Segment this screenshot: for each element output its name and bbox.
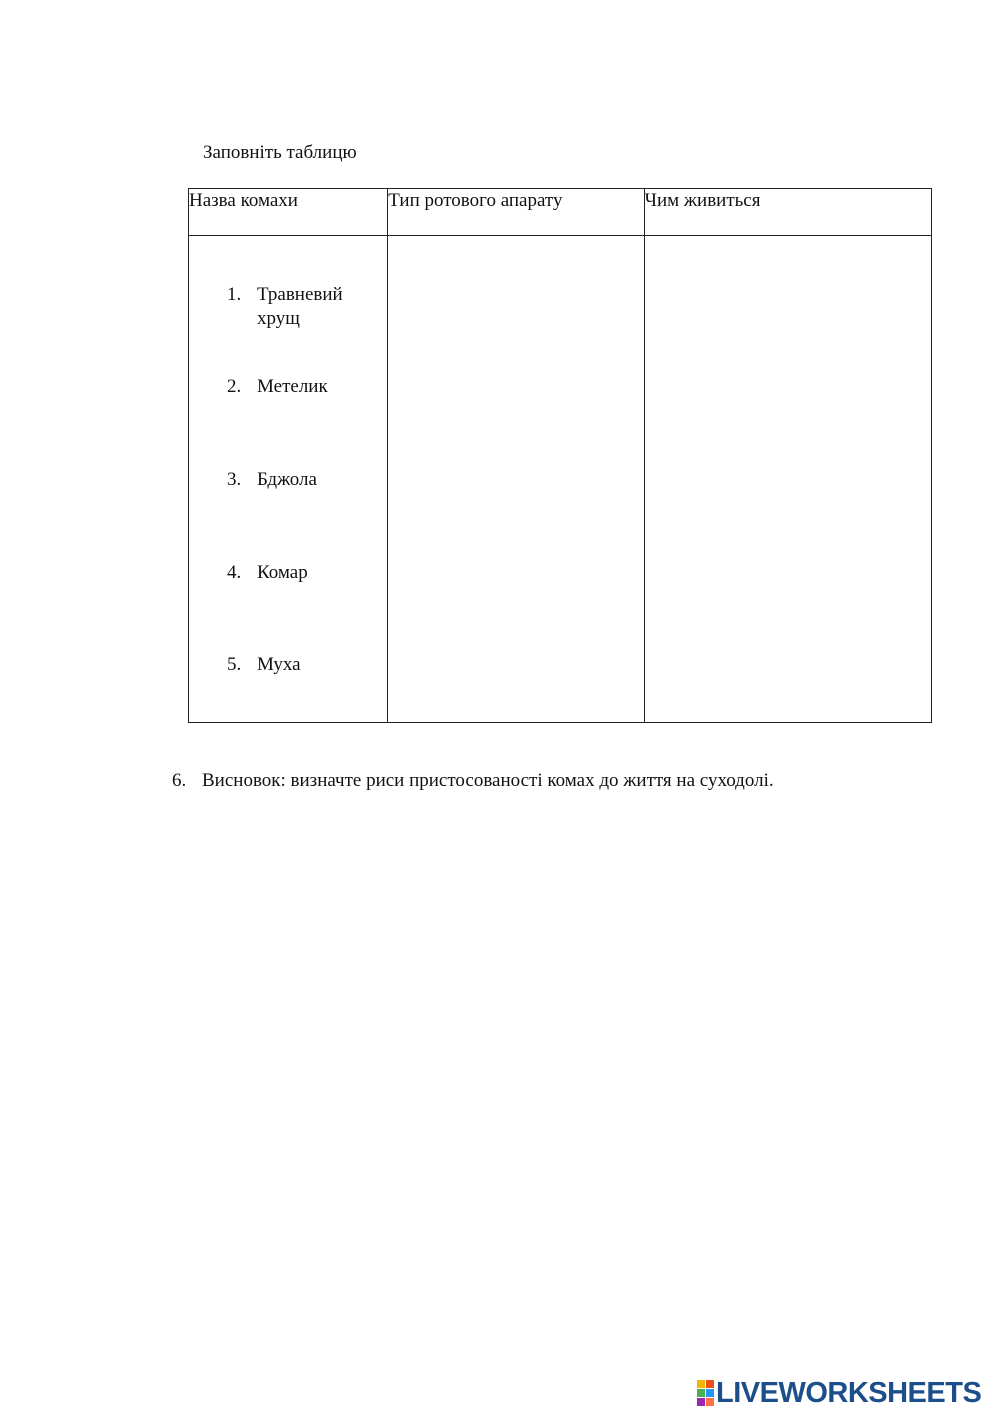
header-diet: Чим живиться: [644, 189, 931, 236]
insect-number: 3.: [227, 469, 242, 490]
list-item: [227, 653, 377, 677]
header-insect-name: Назва комахи: [189, 189, 388, 236]
list-item: [227, 561, 377, 585]
insect-table: [188, 188, 932, 723]
icon-tile: [697, 1380, 705, 1388]
conclusion-item: [172, 769, 774, 793]
header-mouthparts-type: Тип ротового апарату: [388, 189, 644, 236]
icon-tile: [706, 1389, 714, 1397]
instruction-text: Заповніть таблицю: [203, 142, 357, 163]
icon-tile: [697, 1398, 705, 1406]
conclusion-number: 6.: [172, 770, 187, 791]
icon-tile: [706, 1380, 714, 1388]
list-item: [227, 468, 377, 492]
table-row: [189, 236, 932, 723]
icon-tile: [697, 1389, 705, 1397]
insect-list: [189, 236, 387, 722]
insect-name: Метелик: [257, 376, 328, 397]
insect-number: 4.: [227, 562, 242, 583]
liveworksheets-icon: [697, 1380, 714, 1406]
insect-number: 1.: [227, 284, 242, 305]
mouthparts-answer-cell[interactable]: [388, 236, 644, 723]
logo-text: LIVEWORKSHEETS: [716, 1377, 982, 1409]
icon-tile: [706, 1398, 714, 1406]
insect-list-cell: [189, 236, 388, 723]
diet-answer-cell[interactable]: [644, 236, 931, 723]
list-item: [227, 375, 377, 399]
insect-name: Бджола: [257, 469, 317, 490]
insect-name: Муха: [257, 654, 301, 675]
insect-number: 5.: [227, 654, 242, 675]
liveworksheets-logo: [697, 1378, 981, 1408]
table-header-row: [189, 189, 932, 236]
insect-number: 2.: [227, 376, 242, 397]
insect-name: Травневий хрущ: [257, 284, 343, 329]
list-item: [227, 283, 377, 331]
conclusion-text: Висновок: визначте риси пристосованості комах до життя на суходолі.: [202, 770, 774, 791]
insect-name: Комар: [257, 562, 308, 583]
